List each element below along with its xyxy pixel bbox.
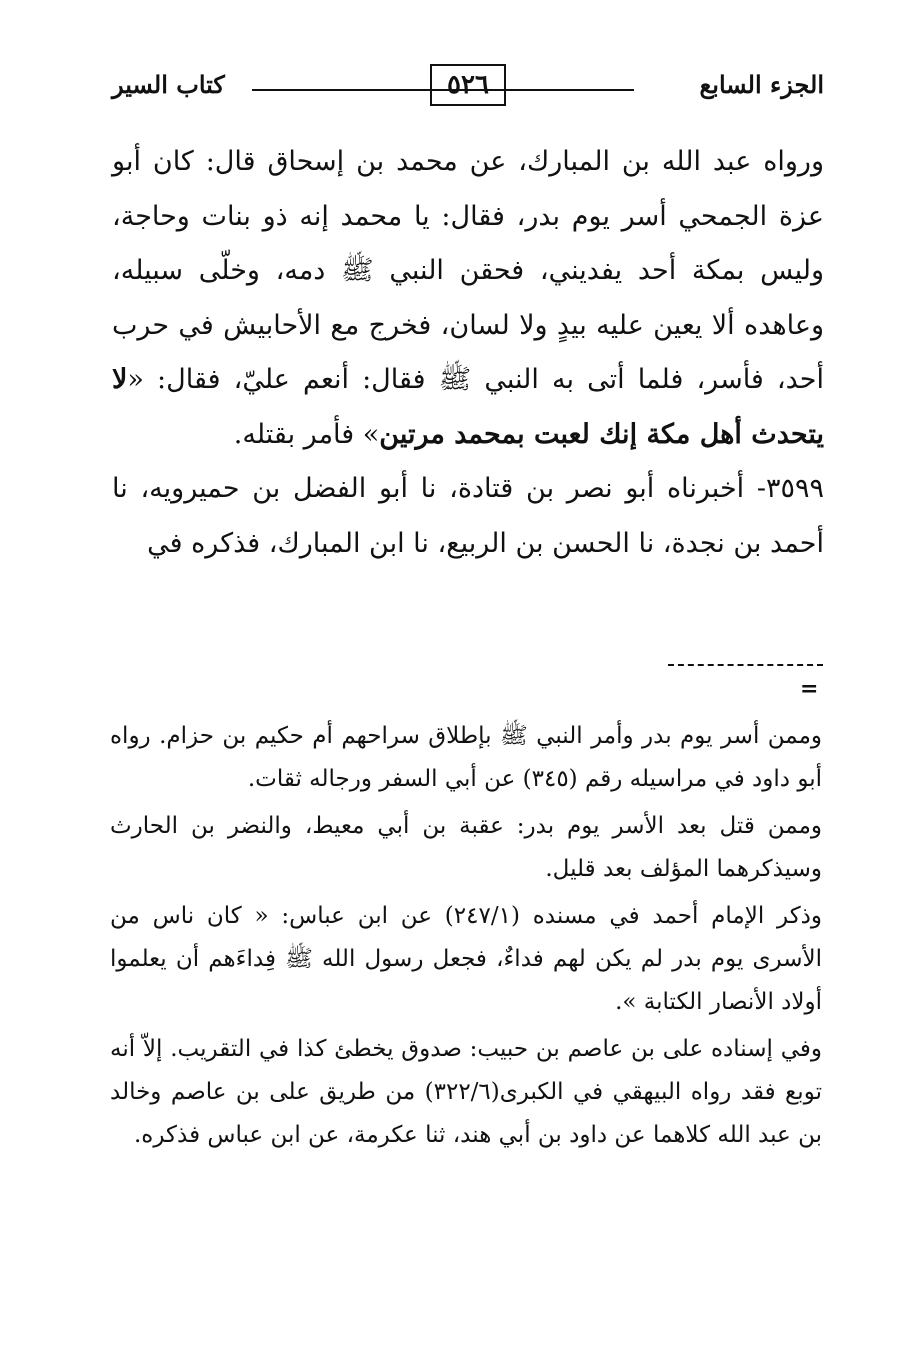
- main-paragraph-2: ٣٥٩٩- أخبرناه أبو نصر بن قتادة، نا أبو الفضل بن حميرويه، نا أحمد بن نجدة، نا الحسن بن الربيع، نا ابن المبارك، فذكره في: [112, 473, 824, 559]
- paragraph-1-text: ورواه عبد الله بن المبارك، عن محمد بن إسحاق قال: كان أبو عزة الجمحي أسر يوم بدر، فقال: يا محمد إنه ذو بنات وحاجة، وليس بمكة أحد يفديني، فحقن النبي ﷺ دمه، وخلّى سبيله، وعاهده ألا يعين عليه بيدٍ ولا لسان، فخرج مع الأحابيش في حرب أحد، فأسر، فلما أتى به النبي ﷺ فقال: أنعم عليّ، فقال: «: [112, 146, 824, 395]
- volume-label: الجزء السابع: [699, 70, 824, 99]
- footnotes: [110, 715, 822, 1161]
- main-text: [112, 135, 824, 571]
- footnote-paragraph: وممن قتل بعد الأسر يوم بدر: عقبة بن أبي معيط، والنضر بن الحارث وسيذكرهما المؤلف بعد قليل.: [110, 813, 822, 882]
- footnote-separator: [668, 664, 823, 666]
- footnote-paragraph: وذكر الإمام أحمد في مسنده (٢٤٧/١) عن ابن عباس: « كان ناس من الأسرى يوم بدر لم يكن لهم فداءٌ، فجعل رسول الله ﷺ فِداءَهم أن يعلموا أولاد الأنصار الكتابة ».: [110, 903, 822, 1015]
- page-number: ٥٢٦: [430, 64, 506, 106]
- header-rule-left: [252, 89, 422, 91]
- footnote-paragraph: وممن أسر يوم بدر وأمر النبي ﷺ بإطلاق سراحهم أم حكيم بن حزام. رواه أبو داود في مراسيله رقم (٣٤٥) عن أبي السفر ورجاله ثقات.: [110, 723, 822, 792]
- book-title: كتاب السير: [112, 70, 225, 99]
- footnote-continuation-mark: =: [800, 676, 819, 702]
- footnote-paragraph: وفي إسناده على بن عاصم بن حبيب: صدوق يخطئ كذا في التقريب. إلاّ أنه توبع فقد رواه البيهقي في الكبرى(٣٢٢/٦) من طريق على بن عاصم وخالد بن عبد الله كلاهما عن داود بن أبي هند، ثنا عكرمة، عن ابن عباس فذكره.: [110, 1036, 822, 1148]
- paragraph-1-bold-quote: لا يتحدث أهل مكة إنك لعبت بمحمد مرتين: [112, 364, 824, 450]
- main-paragraph-1: [112, 135, 824, 462]
- paragraph-1-end: » فأمر بقتله.: [233, 418, 380, 450]
- page-header: [112, 62, 824, 114]
